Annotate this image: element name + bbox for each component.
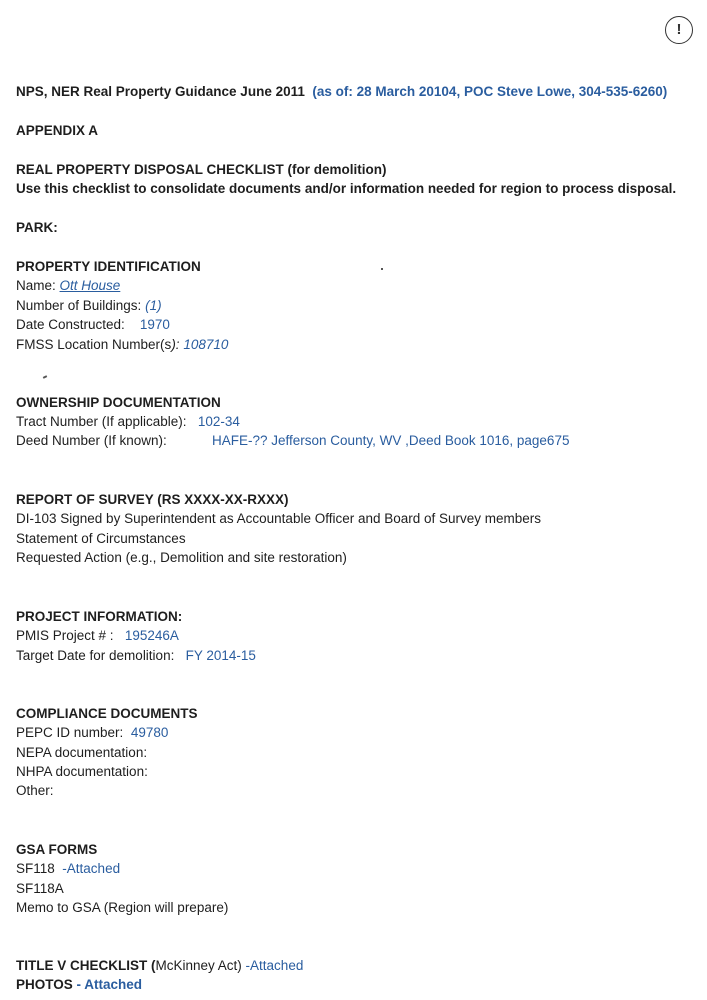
sf118-row [16, 860, 120, 878]
sf118-label: SF118 [16, 861, 55, 876]
gsa-memo-label: Memo to GSA (Region will prepare) [16, 900, 229, 915]
fmss-value: 108710 [183, 337, 229, 352]
fmss-label: FMSS Location Number(s [16, 337, 172, 352]
deed-value: HAFE-?? Jefferson County, WV ,Deed Book 1016, page675 [212, 433, 570, 448]
target-date-row [16, 647, 256, 665]
constructed-row [16, 316, 170, 334]
park-label: PARK: [16, 220, 58, 235]
survey-heading: REPORT OF SURVEY (RS XXXX-XX-RXXX) [16, 492, 289, 507]
ownership-heading: OWNERSHIP DOCUMENTATION [16, 395, 221, 410]
checklist-instructions: Use this checklist to consolidate documents and/or information needed for region to process disposal. [16, 181, 677, 196]
buildings-label: Number of Buildings: [16, 298, 142, 313]
title-v-row [16, 957, 303, 975]
deed-row [16, 432, 167, 450]
sf118a-label: SF118A [16, 881, 64, 896]
header-line [16, 83, 667, 101]
pmis-value: 195246A [124, 628, 179, 643]
checklist-title: REAL PROPERTY DISPOSAL CHECKLIST (for demolition) [16, 162, 387, 177]
survey-line-2: Statement of Circumstances [16, 531, 186, 546]
survey-line-1: DI-103 Signed by Superintendent as Accountable Officer and Board of Survey members [16, 511, 542, 526]
constructed-label: Date Constructed: [16, 317, 125, 332]
photos-label: PHOTOS [16, 977, 73, 992]
fmss-row [16, 336, 228, 354]
pepc-value: 49780 [130, 725, 169, 740]
survey-line-3: Requested Action (e.g., Demolition and site restoration) [16, 550, 347, 565]
tract-label: Tract Number (If applicable): [16, 414, 187, 429]
scan-speck [43, 375, 47, 379]
photos-note: - Attached [76, 977, 143, 992]
pmis-label: PMIS Project # : [16, 628, 114, 643]
deed-label: Deed Number (If known): [16, 433, 167, 448]
tract-row [16, 413, 240, 431]
buildings-row [16, 297, 162, 315]
project-heading: PROJECT INFORMATION: [16, 609, 183, 624]
appendix-label: APPENDIX A [16, 123, 99, 138]
photos-row [16, 976, 142, 994]
compliance-heading: COMPLIANCE DOCUMENTS [16, 706, 198, 721]
nepa-label: NEPA documentation: [16, 745, 148, 760]
target-date-value: FY 2014-15 [185, 648, 256, 663]
title-v-note: -Attached [245, 958, 304, 973]
other-label: Other: [16, 783, 54, 798]
property-name-row [16, 277, 120, 295]
property-name-label: Name: [16, 278, 56, 293]
pmis-row [16, 627, 179, 645]
property-identification-heading: PROPERTY IDENTIFICATION [16, 259, 201, 274]
nhpa-label: NHPA documentation: [16, 764, 148, 779]
buildings-value: (1) [145, 298, 162, 313]
pepc-row [16, 724, 168, 742]
title-v-label-bold: TITLE V CHECKLIST ( [16, 958, 156, 973]
header-title: NPS, NER Real Property Guidance June 2011 [16, 84, 305, 99]
scan-speck [381, 268, 383, 270]
tract-value: 102-34 [197, 414, 240, 429]
header-note: (as of: 28 March 20104, POC Steve Lowe, 304-535-6260) [312, 84, 668, 99]
target-date-label: Target Date for demolition: [16, 648, 175, 663]
fmss-label-end: ): [171, 337, 180, 352]
page-number-mark: ! [665, 16, 693, 44]
title-v-label-regular: McKinney Act) [155, 958, 242, 973]
property-name-value: Ott House [59, 278, 121, 293]
pepc-label: PEPC ID number: [16, 725, 124, 740]
constructed-value: 1970 [139, 317, 170, 332]
sf118-note: -Attached [62, 861, 121, 876]
gsa-heading: GSA FORMS [16, 842, 98, 857]
